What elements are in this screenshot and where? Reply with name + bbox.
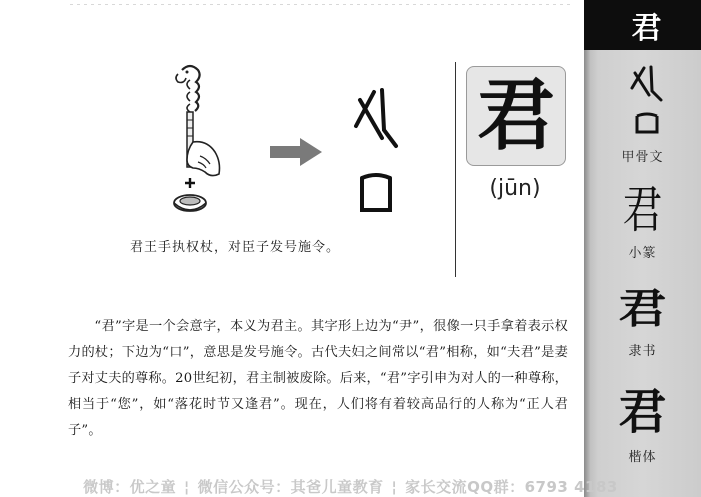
footer-separator: ¦ — [391, 478, 398, 496]
regular-script-glyph-icon: 君 — [618, 384, 667, 440]
footer-wechat: 微信公众号：其爸儿童教育 — [197, 478, 384, 496]
explanation-paragraph: “君”字是一个会意字，本义为君主。其字形上边为“尹”，很像一只手拿着表示权力的杖；下边为“口”，意思是发号施令。古代夫妇之间常以“君”相称，如“夫君”是妻子对丈夫的尊称。20世纪初，君主制被废除。后来，“君”字引申为对人的一种尊称，相当于“您”，如“落花时节又逢君”。现在，人们将有着较高品行的人称为“正人君子”。 — [68, 319, 568, 438]
footer-qq: 家长交流QQ群：6793 4183 — [405, 478, 618, 496]
pinyin: (jūn) — [489, 176, 541, 201]
clerical-script-glyph-icon: 君 — [618, 285, 667, 333]
script-label-seal: 小篆 — [628, 246, 657, 261]
top-print-line — [70, 4, 570, 5]
sidebar-header-char: 君 — [631, 11, 662, 46]
footer-separator: ¦ — [183, 478, 190, 496]
seal-script-glyph-icon: 君 — [622, 181, 663, 239]
script-label-oracle-bone: 甲骨文 — [621, 150, 664, 165]
king-scepter-illustration — [160, 60, 240, 220]
oracle-bone-main-glyph — [352, 86, 400, 216]
sidebar-header — [584, 0, 701, 50]
footer-watermark — [0, 476, 701, 497]
footer-weibo: 微博：优之童 — [83, 478, 177, 496]
vertical-divider — [455, 62, 456, 277]
script-evolution-sidebar — [584, 0, 701, 497]
right-arrow-icon — [270, 138, 322, 166]
oracle-bone-glyph-icon — [629, 64, 665, 136]
script-label-clerical: 隶书 — [628, 344, 657, 359]
illustration-caption: 君王手执权杖，对臣子发号施令。 — [130, 240, 341, 255]
main-character-box — [466, 66, 566, 166]
script-label-regular: 楷体 — [628, 450, 657, 465]
main-character: 君 — [476, 70, 555, 161]
